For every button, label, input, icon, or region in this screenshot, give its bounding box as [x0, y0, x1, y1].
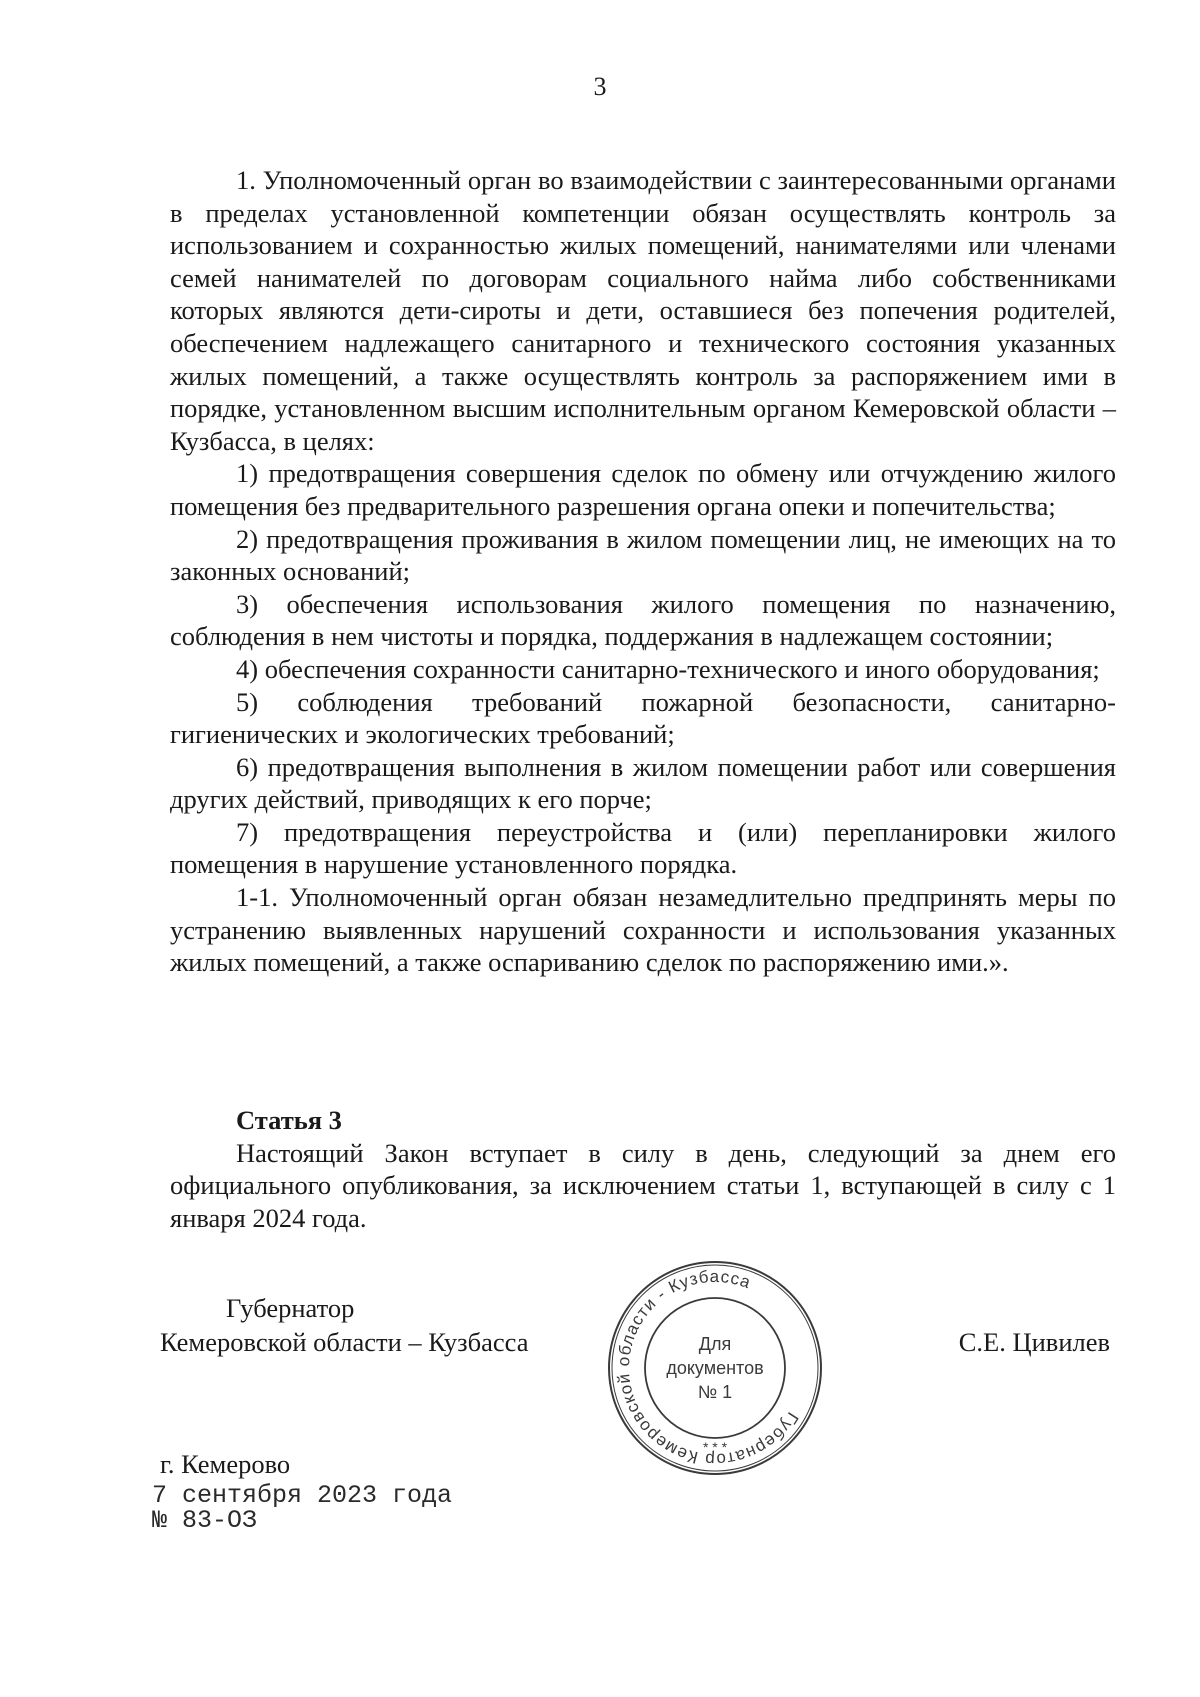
page-number: 3: [593, 72, 607, 101]
list-item-4: 4) обеспечения сохранности санитарно-технического и иного оборудования;: [236, 653, 1100, 684]
stamp-line1: Для: [698, 1334, 732, 1354]
list-item-6: 6) предотвращения выполнения в жилом помещении работ или совершения других действий, приводящих к его порче;: [170, 751, 1116, 815]
list-item-3: 3) обеспечения использования жилого помещения по назначению, соблюдения в нем чистоты и порядка, поддержания в надлежащем состоянии;: [170, 588, 1116, 652]
official-seal-stamp: [605, 1258, 825, 1478]
list-item-7: 7) предотвращения переустройства и (или) перепланировки жилого помещения в нарушение установленного порядка.: [170, 816, 1116, 880]
list-item-1: 1) предотвращения совершения сделок по обмену или отчуждению жилого помещения без предварительного разрешения органа опеки и попечительства;: [170, 458, 1116, 521]
list-item-2: 2) предотвращения проживания в жилом помещении лиц, не имеющих на то законных оснований;: [170, 523, 1116, 587]
signatory-title-line1: Губернатор: [226, 1293, 355, 1323]
paragraph-1-1: 1-1. Уполномоченный орган обязан незамедлительно предпринять меры по устранению выявленных нарушений сохранности и использования указанных жилых помещений, а также оспариванию сделок по распоряжению ими.».: [170, 882, 1116, 978]
law-date: 7 сентября 2023 года: [152, 1481, 453, 1510]
article-2-body: [170, 164, 1116, 979]
list-item-5: 5) соблюдения требований пожарной безопасности, санитарно-гигиенических и экологических требований;: [170, 686, 1116, 750]
article-3: [170, 1104, 1116, 1234]
law-number: № 83-ОЗ: [152, 1506, 258, 1535]
stamp-bottom-stars: * * *: [702, 1439, 728, 1455]
article-3-text: Настоящий Закон вступает в силу в день, следующий за днем его официального опубликования, за исключением статьи 1, вступающей в силу с 1 января 2024 года.: [170, 1137, 1116, 1233]
signatory-name: С.Е. Цивилев: [958, 1327, 1110, 1357]
stamp-line2: документов: [666, 1358, 764, 1378]
paragraph-1: 1. Уполномоченный орган во взаимодействии с заинтересованными органами в пределах установленной компетенции обязан осуществлять контроль за использованием и сохранностью жилых помещений, нанимателями или членами семей нанимателей по договорам социального найма либо собственниками которых являются дети-сироты и дети, оставшиеся без попечения родителей, обеспечением надлежащего санитарного и технического состояния указанных жилых помещений, а также осуществлять контроль за распоряжением ими в порядке, установленном высшим исполнительным органом Кемеровской области – Кузбасса, в целях:: [170, 165, 1116, 456]
stamp-ring-text: Губернатор Кемеровской области - Кузбасса: [613, 1266, 803, 1470]
law-date-number: [152, 1483, 452, 1533]
article-3-heading: Статья 3: [236, 1105, 342, 1135]
signatory-title: [160, 1291, 529, 1359]
place-of-signing: г. Кемерово: [160, 1449, 291, 1479]
stamp-line3: № 1: [697, 1382, 733, 1402]
signatory-title-line2: Кемеровской области – Кузбасса: [160, 1327, 529, 1357]
